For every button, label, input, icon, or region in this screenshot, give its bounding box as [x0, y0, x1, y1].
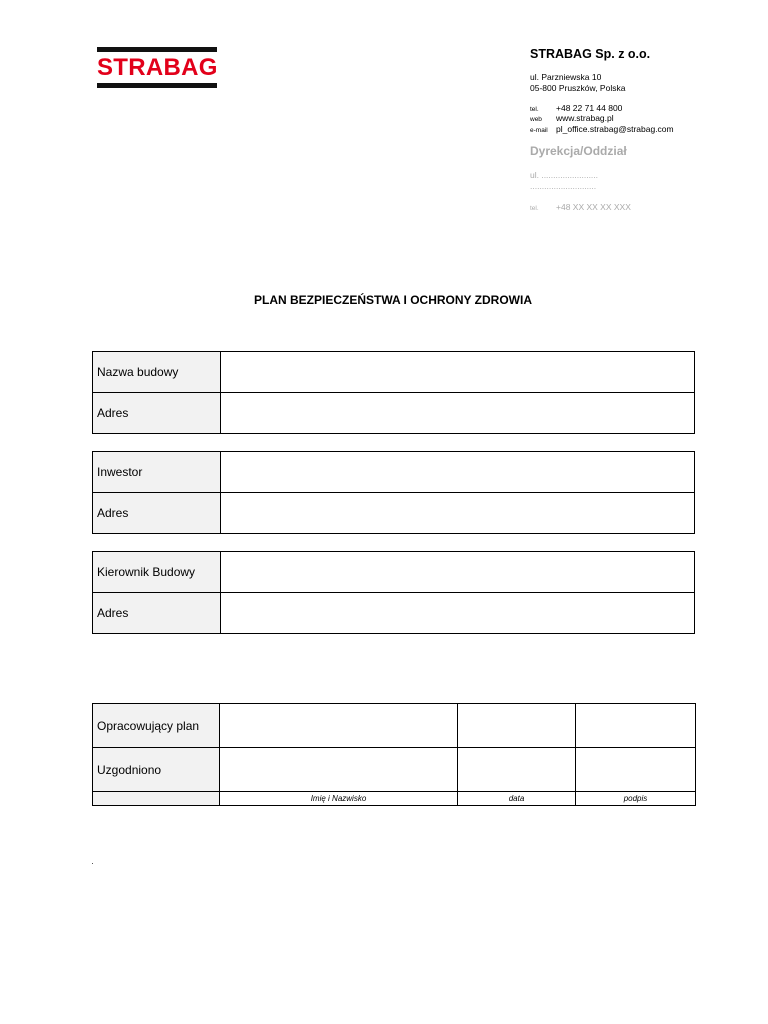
- manager-table: [92, 551, 695, 634]
- strabag-logo: [97, 47, 217, 89]
- approval-table: [92, 703, 696, 806]
- company-address-line2: 05-800 Pruszków, Polska: [530, 83, 626, 93]
- manager-name-label: Kierownik Budowy: [93, 552, 221, 593]
- branch-city: ............................: [530, 181, 597, 191]
- prepared-by-label: Opracowujący plan: [93, 704, 220, 748]
- investor-name-label: Inwestor: [93, 452, 221, 493]
- manager-address-field[interactable]: [221, 593, 695, 634]
- branch-street: ul. ........................: [530, 170, 599, 180]
- branch-tel: [530, 202, 631, 212]
- manager-address-label: Adres: [93, 593, 221, 634]
- document-title: PLAN BEZPIECZEŃSTWA I OCHRONY ZDROWIA: [253, 293, 532, 307]
- agreed-name-field[interactable]: [220, 748, 458, 792]
- logo-top-bar: [97, 47, 217, 52]
- investor-address-field[interactable]: [221, 493, 695, 534]
- construction-table: [92, 351, 695, 434]
- contact-web-label: web: [530, 116, 542, 123]
- branch-title: Dyrekcja/Oddział: [530, 144, 627, 158]
- company-name: STRABAG Sp. z o.o.: [530, 47, 651, 61]
- company-address-line1: ul. Parzniewska 10: [530, 72, 602, 82]
- agreed-signature-field[interactable]: [576, 748, 696, 792]
- manager-name-field[interactable]: [221, 552, 695, 593]
- investor-address-label: Adres: [93, 493, 221, 534]
- contact-tel-value: +48 22 71 44 800: [556, 103, 623, 113]
- footer-name-caption: Imię i Nazwisko: [220, 792, 458, 806]
- construction-name-label: Nazwa budowy: [93, 352, 221, 393]
- stray-dot: [92, 863, 93, 864]
- prepared-by-name-field[interactable]: [220, 704, 458, 748]
- prepared-by-signature-field[interactable]: [576, 704, 696, 748]
- construction-name-field[interactable]: [221, 352, 695, 393]
- footer-signature-caption: podpis: [576, 792, 696, 806]
- investor-table: [92, 451, 695, 534]
- branch-tel-label: tel.: [530, 205, 539, 212]
- agreed-date-field[interactable]: [458, 748, 576, 792]
- investor-name-field[interactable]: [221, 452, 695, 493]
- logo-wordmark: STRABAG: [97, 54, 218, 81]
- agreed-label: Uzgodniono: [93, 748, 220, 792]
- contact-web-value: www.strabag.pl: [556, 113, 614, 123]
- logo-bottom-bar: [97, 83, 217, 88]
- construction-address-label: Adres: [93, 393, 221, 434]
- contact-email-label: e-mail: [530, 127, 548, 134]
- construction-address-field[interactable]: [221, 393, 695, 434]
- footer-date-caption: data: [458, 792, 576, 806]
- contact-email: [530, 124, 674, 137]
- branch-tel-value: +48 XX XX XX XXX: [556, 202, 631, 212]
- contact-email-value: pl_office.strabag@strabag.com: [556, 124, 674, 134]
- footer-empty-cell: [93, 792, 220, 806]
- contact-tel-label: tel.: [530, 106, 539, 113]
- prepared-by-date-field[interactable]: [458, 704, 576, 748]
